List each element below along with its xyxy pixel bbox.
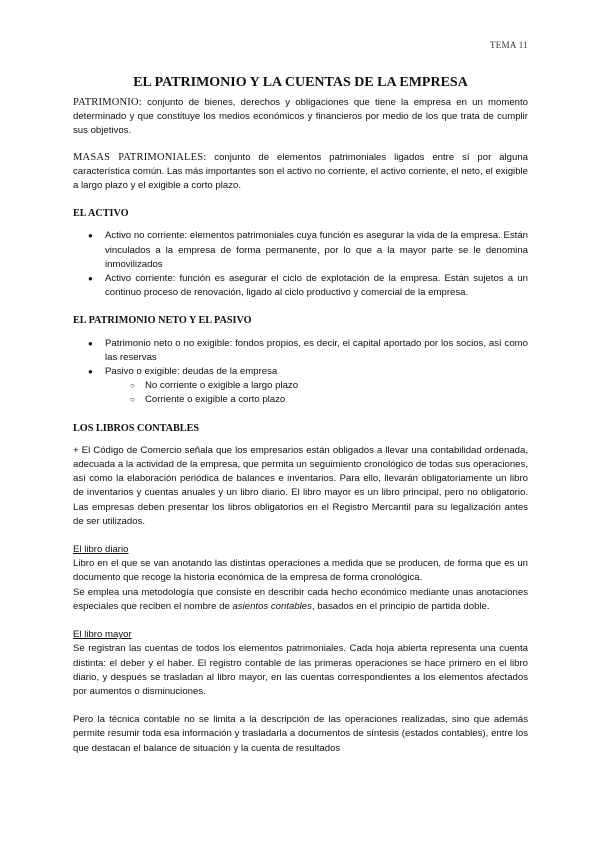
document-title: EL PATRIMONIO Y LA CUENTAS DE LA EMPRESA xyxy=(133,75,468,90)
pasivo-subitem-no-corriente: No corriente o exigible a largo plazo xyxy=(145,380,299,392)
page-header-topic: TEMA 11 xyxy=(489,40,528,50)
activo-heading: EL ACTIVO xyxy=(73,208,129,220)
libro-mayor-heading: El libro mayor xyxy=(73,629,132,641)
closing-paragraph: Pero la técnica contable no se limita a la descripción de las operaciones realizadas, sino que además permite resumir toda esa información y trasladarla a documentos de síntesis (estados contables), entre los que destacan el balance de situación y la cuenta de resultados xyxy=(73,714,528,754)
neto-list xyxy=(73,337,528,408)
circle-bullet-icon: ○ xyxy=(130,395,135,405)
diario-p2-start: Se emplea una metodología que consiste en describir cada hecho económico mediante unas anotaciones especiales que reciben el nombre de xyxy=(73,586,528,612)
circle-bullet-icon: ○ xyxy=(130,381,135,391)
activo-list xyxy=(73,229,528,300)
libros-heading: LOS LIBROS CONTABLES xyxy=(73,422,200,434)
pasivo-sublist xyxy=(105,379,528,407)
libro-diario-heading: El libro diario xyxy=(73,544,129,556)
neto-item-patrimonio: Patrimonio neto o no exigible: fondos propios, es decir, el capital aportado por los socios, así como las reservas xyxy=(105,337,528,363)
bullet-icon: ● xyxy=(88,274,93,284)
list-item xyxy=(130,393,528,407)
list-item xyxy=(88,229,528,272)
patrimonio-definition xyxy=(73,96,528,139)
list-item xyxy=(88,272,528,300)
list-item xyxy=(88,365,528,408)
document-page xyxy=(73,0,528,848)
libros-paragraph: + El Código de Comercio señala que los empresarios están obligados a llevar una contabilidad ordenada, adecuada a la actividad de la empresa, que permita un seguimiento cronológico de todas sus operaciones, así como la elaboración periódica de balances e inventarios. Para ello, llevarán obligatoriamente un libro de inventarios y cuentas anuales y un libro diario. El libro mayor es un libro principal, pero no obligatorio. Las empresas deben presentar los libros obligatorios en el Registro Mercantil para su legalización antes de ser utilizados. xyxy=(73,444,528,527)
activo-item-no-corriente: Activo no corriente: elementos patrimoniales cuya función es asegurar la vida de la empresa. Están vinculados a la empresa de forma permanente, por lo que a la mayor parte se le denomina inmovilizados xyxy=(105,230,528,270)
masas-term: MASAS PATRIMONIALES: xyxy=(73,151,207,163)
libro-diario-paragraph-2 xyxy=(73,586,528,614)
pasivo-subitem-corriente: Corriente o exigible a corto plazo xyxy=(145,394,286,406)
libro-mayor-paragraph: Se registran las cuentas de todos los elementos patrimoniales. Cada hoja abierta representa una cuenta distinta: el deber y el haber. El registro contable de las primeras operaciones se hace primero en el libro diario, y después se trasladan al libro mayor, en las cuentas correspondientes a los elementos afectados por aumentos o disminuciones. xyxy=(73,643,528,697)
bullet-icon: ● xyxy=(88,367,93,377)
patrimonio-term: PATRIMONIO: xyxy=(73,97,142,108)
neto-heading: EL PATRIMONIO NETO Y EL PASIVO xyxy=(73,315,252,327)
activo-item-corriente: Activo corriente: función es asegurar el ciclo de explotación de la empresa. Están sujetos a un continuo proceso de renovación, ligado al ciclo productivo y comercial de la empresa. xyxy=(105,273,528,299)
libro-diario-paragraph-1: Libro en el que se van anotando las distintas operaciones a medida que se producen, de forma que es un documento que recoge la historia económica de la empresa de forma cronológica. xyxy=(73,558,528,584)
bullet-icon: ● xyxy=(88,338,93,348)
list-item xyxy=(88,337,528,365)
patrimonio-text: conjunto de bienes, derechos y obligaciones que tiene la empresa en un momento determinado y que constituye los medios económicos y financieros por medio de los que trata de cumplir sus objetivos. xyxy=(73,97,528,137)
asientos-contables-term: asientos contables xyxy=(232,600,312,612)
list-item xyxy=(130,379,528,393)
masas-text: conjunto de elementos patrimoniales ligados entre sí por alguna característica común. Las más importantes son el activo no corriente, el activo corriente, el neto, el exigible a largo plazo y el exigible a corto plazo. xyxy=(73,151,528,192)
neto-item-pasivo: Pasivo o exigible: deudas de la empresa xyxy=(105,366,278,378)
diario-p2-end: , basados en el principio de partida doble. xyxy=(311,600,490,612)
masas-definition xyxy=(73,151,528,194)
bullet-icon: ● xyxy=(88,231,93,241)
document-body xyxy=(73,96,528,756)
